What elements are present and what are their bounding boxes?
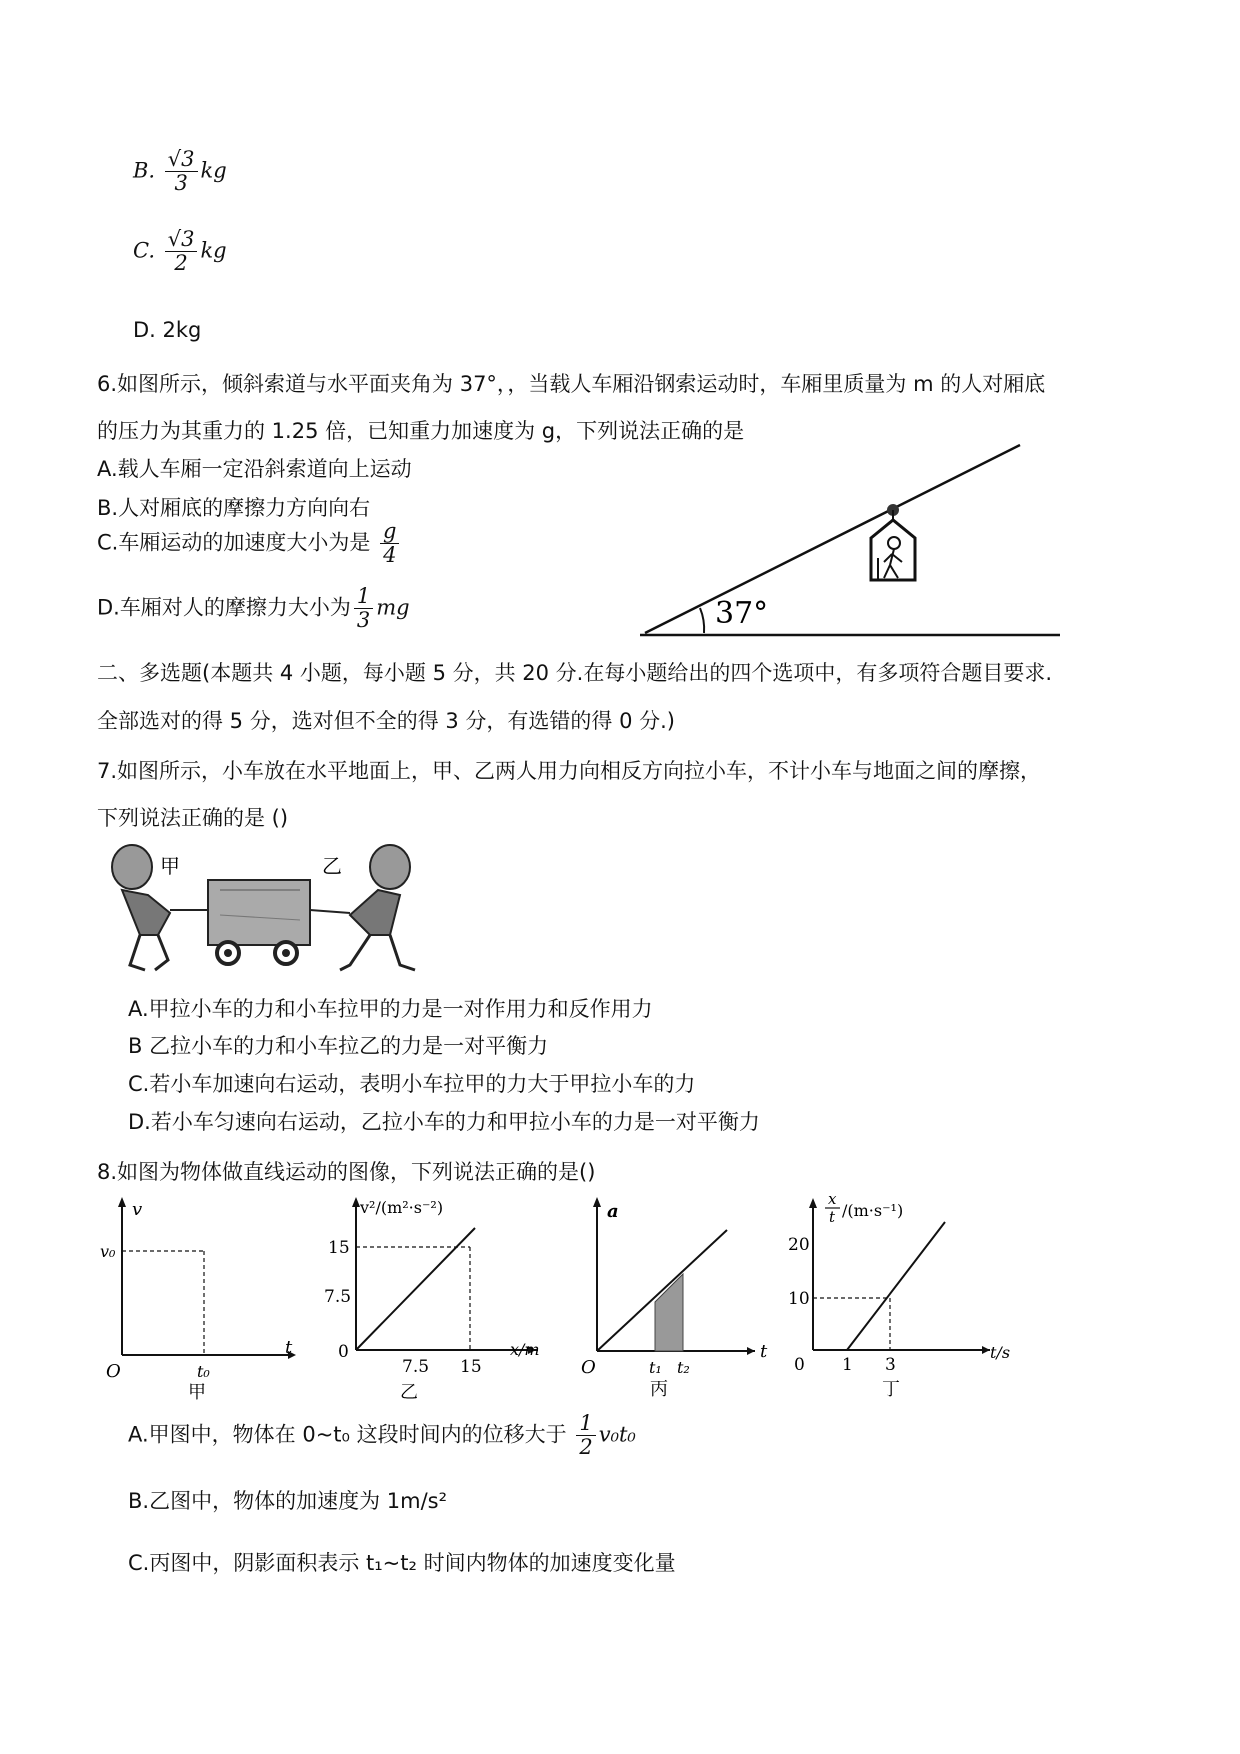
graph-yi-caption: 乙 <box>400 1382 418 1403</box>
q7-option-d: D.若小车匀速向右运动，乙拉小车的力和甲拉小车的力是一对平衡力 <box>128 1110 760 1134</box>
q5-option-d: D. 2kg <box>133 318 202 342</box>
graph-yi-tick-y-15: 15 <box>328 1238 350 1258</box>
graph-ding-tick-y-10: 10 <box>788 1289 810 1309</box>
graph-bing-t2: t₂ <box>677 1358 690 1377</box>
q8-option-b: B.乙图中，物体的加速度为 1m/s² <box>128 1489 448 1513</box>
q6-option-d: D.车厢对人的摩擦力大小为 $\frac{1}{3}$ mg <box>97 584 410 633</box>
graph-ding-tick-x-1: 1 <box>842 1355 853 1375</box>
q8-option-a: A.甲图中，物体在 0~t₀ 这段时间内的位移大于 $\frac{1}{2}$ v₀t₀ <box>128 1411 636 1460</box>
graph-jia-t0: t₀ <box>197 1362 210 1381</box>
q8-option-c: C.丙图中，阴影面积表示 t₁~t₂ 时间内物体的加速度变化量 <box>128 1551 676 1575</box>
q7-tug-picture <box>100 835 440 985</box>
q6-stem-line2: 的压力为其重力的 1.25 倍，已知重力加速度为 g，下列说法正确的是 <box>97 419 745 443</box>
graph-yi <box>320 1195 560 1405</box>
q7-label-yi: 乙 <box>322 854 342 878</box>
graph-ding-tick-y-0: 0 <box>794 1355 805 1375</box>
q8-stem: 8.如图为物体做直线运动的图像，下列说法正确的是() <box>97 1160 596 1184</box>
graph-yi-tick-y-7-5: 7.5 <box>324 1287 352 1307</box>
section2-header-line1: 二、多选题(本题共 4 小题，每小题 5 分，共 20 分.在每小题给出的四个选项中，有多项符合题目要求. <box>97 661 1053 685</box>
graph-yi-x-label: x/m <box>510 1340 540 1359</box>
q6-stem-line1: 6.如图所示，倾斜索道与水平面夹角为 37°，，当载人车厢沿钢索运动时，车厢里质量为 m 的人对厢底 <box>97 372 1046 396</box>
graph-jia-caption: 甲 <box>188 1382 206 1403</box>
graph-yi-tick-x-15: 15 <box>460 1357 482 1377</box>
graph-bing-origin: O <box>581 1357 596 1378</box>
graph-ding-y-num: x <box>828 1190 837 1208</box>
q7-option-c: C.若小车加速向右运动，表明小车拉甲的力大于甲拉小车的力 <box>128 1072 696 1096</box>
q7-label-jia: 甲 <box>160 854 180 878</box>
graph-bing-x-label: t <box>760 1341 768 1362</box>
graph-bing <box>575 1195 775 1405</box>
q5-option-b: B. $\frac{√3}{3}$ kg <box>133 147 227 196</box>
graph-ding-y-den: t <box>829 1208 836 1226</box>
graph-yi-y-label: v²/(m²·s⁻²) <box>360 1198 444 1217</box>
q7-stem-line1: 7.如图所示，小车放在水平地面上，甲、乙两人用力向相反方向拉小车，不计小车与地面之间的摩擦， <box>97 759 1042 783</box>
graph-yi-tick-y-0: 0 <box>338 1342 349 1362</box>
graph-ding-caption: 丁 <box>882 1379 900 1400</box>
q7-option-a: A.甲拉小车的力和小车拉甲的力是一对作用力和反作用力 <box>128 997 653 1021</box>
q6-incline-diagram <box>640 440 1070 640</box>
q7-stem-line2: 下列说法正确的是 () <box>97 806 289 830</box>
graph-bing-t1: t₁ <box>649 1358 662 1377</box>
graph-bing-caption: 丙 <box>650 1379 668 1400</box>
graph-ding <box>780 1190 1025 1405</box>
graph-bing-y-label: a <box>607 1201 619 1222</box>
graph-ding-tick-x-3: 3 <box>885 1355 896 1375</box>
graph-jia-origin: O <box>106 1361 121 1382</box>
q6-option-b: B.人对厢底的摩擦力方向向右 <box>97 496 371 520</box>
graph-jia-x-label: t <box>285 1337 293 1358</box>
graph-jia-v0: v₀ <box>100 1242 116 1261</box>
graph-jia <box>100 1195 300 1405</box>
q6-option-a: A.载人车厢一定沿斜索道向上运动 <box>97 457 412 481</box>
graph-ding-tick-y-20: 20 <box>788 1235 810 1255</box>
graph-ding-x-label: t/s <box>990 1343 1011 1362</box>
q7-option-b: B 乙拉小车的力和小车拉乙的力是一对平衡力 <box>128 1034 549 1058</box>
q6-angle-label: 37° <box>715 596 769 631</box>
section2-header-line2: 全部选对的得 5 分，选对但不全的得 3 分，有选错的得 0 分.) <box>97 709 676 733</box>
q6-option-c: C.车厢运动的加速度大小为是 $\frac{g}{4}$ <box>97 520 402 567</box>
graph-jia-y-label: v <box>132 1199 143 1220</box>
graph-yi-tick-x-7-5: 7.5 <box>402 1357 430 1377</box>
graph-ding-y-unit: /(m·s⁻¹) <box>842 1201 904 1220</box>
q5-option-c: C. $\frac{√3}{2}$ kg <box>133 227 227 276</box>
